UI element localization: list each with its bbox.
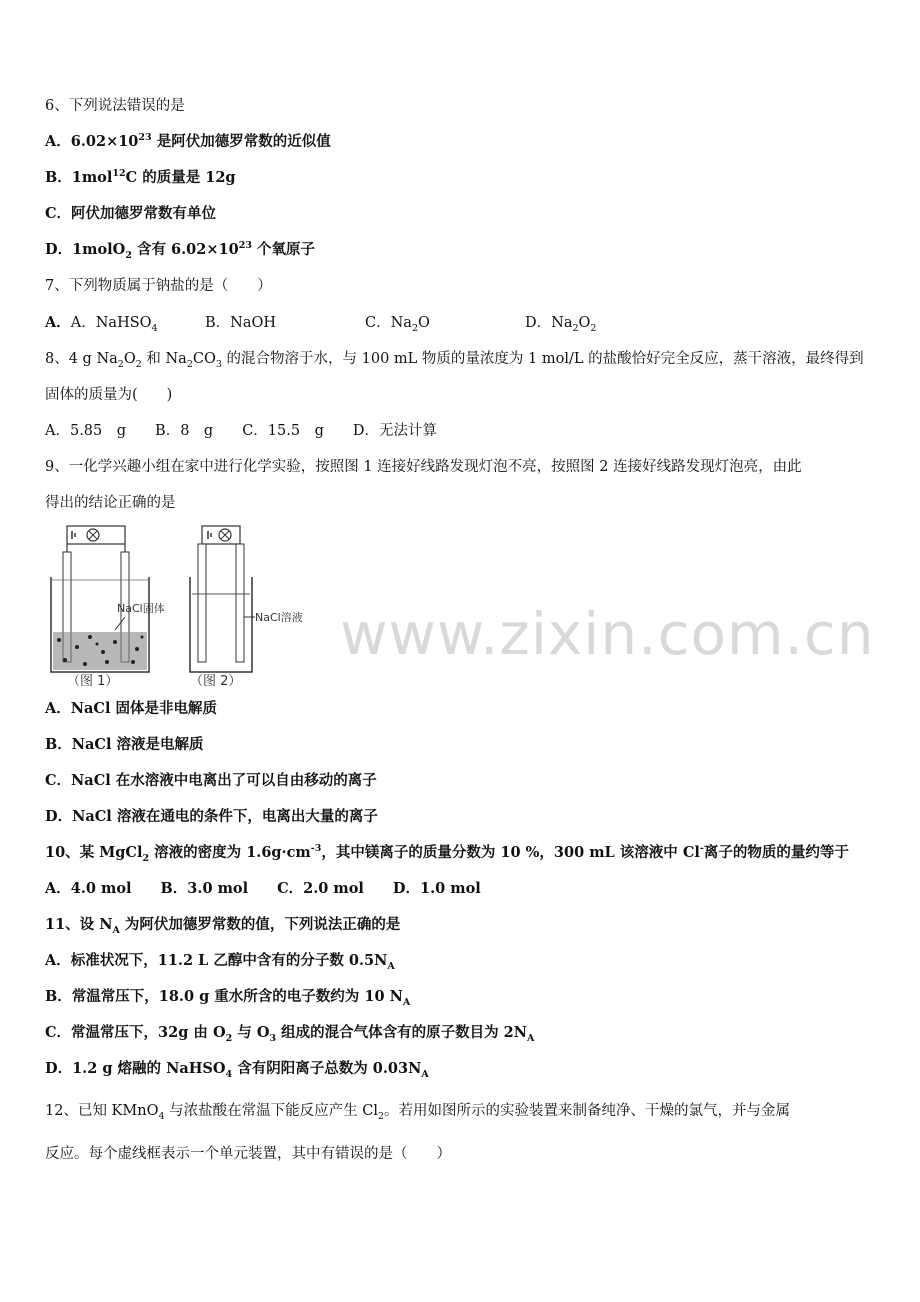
q7-stem: 7、下列物质属于钠盐的是（ ） (45, 278, 272, 294)
q11-stem: 11、设 $N_A$ 为阿伏加德罗常数的值，下列说法正确的是 (45, 916, 401, 936)
q9-option-c: C．NaCl 在水溶液中电离出了可以自由移动的离子 (45, 772, 377, 789)
q9-option-a: A．NaCl 固体是非电解质 (45, 700, 217, 717)
q7-options (45, 313, 596, 333)
q9-option-b: B．NaCl 溶液是电解质 (45, 736, 204, 753)
q10-options: A．4.0 mol B．3.0 mol C．2.0 mol D．1.0 mol (45, 880, 481, 897)
q9-stem-line2: 得出的结论正确的是 (45, 495, 176, 511)
q8-stem-line1: 8、4 g $Na_2O_2$ 和 $Na_2CO_3$ 的混合物溶于水，与 100 mL 物质的量浓度为 1 mol/L 的盐酸恰好完全反应，蒸干溶液，最终得到 (45, 351, 864, 370)
figure-2-caption: （图 2） (190, 674, 242, 689)
q7-option-c: C．$Na_2O$ (365, 315, 430, 334)
q7-option-d: D．$Na_2O_2$ (525, 315, 597, 334)
q6-option-b: B．1mol$^{12}$C 的质量是 12g (45, 168, 236, 186)
q7-option-a: A．A．NaHSO$_4$ (45, 314, 158, 334)
q7-option-b: B．NaOH (205, 315, 277, 331)
figure-2-label: NaCl溶液 (255, 611, 303, 624)
figure-2-apparatus (190, 526, 303, 689)
figure-1-apparatus (51, 526, 165, 689)
q6-option-a: A．$6.02\times 10^{23}$ 是阿伏加德罗常数的近似值 (45, 132, 331, 150)
q6-option-c: C．阿伏加德罗常数有单位 (45, 205, 217, 222)
q9-figure (45, 522, 305, 692)
q11-option-d: D．1.2 g 熔融的 NaHSO$_4$ 含有阴阳离子总数为 $0.03N_A$ (45, 1060, 429, 1080)
q11-option-a: A．标准状况下，11.2 L 乙醇中含有的分子数 $0.5N_A$ (45, 952, 395, 972)
figure-1-label: NaCl固体 (117, 602, 165, 615)
q6-stem: 6、下列说法错误的是 (45, 98, 185, 114)
figure-1-caption: （图 1） (67, 674, 119, 689)
q6-option-d: D．1molO$_2$ 含有 $6.02\times 10^{23}$ 个氧原子 (45, 240, 315, 261)
q11-option-c: C．常温常压下，32g 由 $O_2$ 与 $O_3$ 组成的混合气体含有的原子数目为 $2N_A$ (45, 1024, 535, 1044)
q12-stem-line2: 反应。每个虚线框表示一个单元装置，其中有错误的是（ ） (45, 1146, 451, 1162)
q9-option-d: D．NaCl 溶液在通电的条件下，电离出大量的离子 (45, 808, 378, 825)
q8-stem-line2: 固体的质量为( ) (45, 387, 173, 403)
watermark: www.zixin.com.cn (340, 600, 875, 668)
q9-stem-line1: 9、一化学兴趣小组在家中进行化学实验，按照图 1 连接好线路发现灯泡不亮，按照图 2 连接好线路发现灯泡亮，由此 (45, 459, 802, 475)
q10-stem: 10、某 MgCl$_2$ 溶液的密度为 $1.6g\cdot cm^{-3}$，其中镁离子的质量分数为 10 %，300 mL 该溶液中 Cl-离子的物质的量约等于 (45, 843, 849, 864)
q12-stem-line1: 12、已知 KMnO$_4$ 与浓盐酸在常温下能反应产生 $Cl_2$。若用如图所示的实验装置来制备纯净、干燥的氯气，并与金属 (45, 1103, 791, 1122)
q8-options: A．5.85 g B．8 g C．15.5 g D．无法计算 (45, 423, 437, 439)
q11-option-b: B．常温常压下，18.0 g 重水所含的电子数约为 10 $N_A$ (45, 988, 411, 1008)
